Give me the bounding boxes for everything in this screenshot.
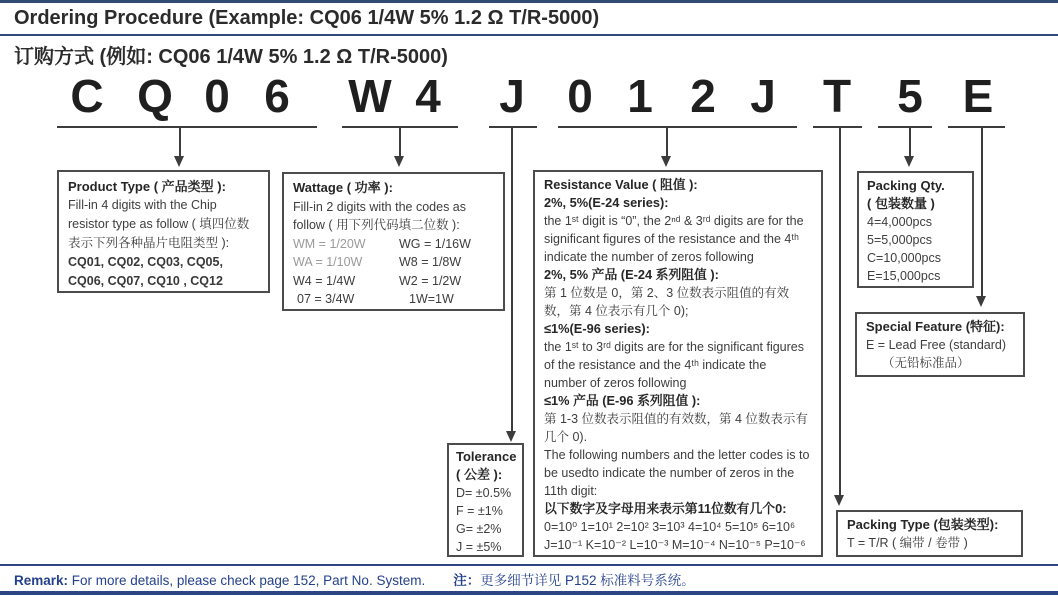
underline-special-feature bbox=[948, 126, 1005, 128]
remark-label-zh: 注： bbox=[453, 573, 481, 588]
arrow-stem-wattage bbox=[399, 128, 401, 157]
resistance-e96-zh-text: 第 1-3 位数表示阻值的有效数，第 4 位数表示有几个 0). bbox=[544, 412, 808, 444]
packing-type-line: T = T/R ( 编带 / 卷带 ) bbox=[847, 536, 968, 550]
resistance-title: Resistance Value ( 阻值 ): bbox=[544, 177, 698, 192]
special-feature-title: Special Feature (特征): bbox=[866, 319, 1005, 334]
wattage-code: W2 = 1/2W bbox=[399, 273, 462, 288]
code-letter-0b: 0 bbox=[567, 70, 593, 122]
tolerance-item: G= ±2% bbox=[456, 522, 502, 536]
arrow-head-packing-qty bbox=[904, 156, 914, 167]
resistance-e24-zh-title: 2%, 5% 产品 (E-24 系列阻值 ): bbox=[544, 267, 719, 282]
wattage-code: 07 = 3/4W bbox=[297, 292, 355, 306]
tolerance-box bbox=[447, 443, 524, 557]
footer-rule-thick bbox=[0, 591, 1058, 595]
packing-qty-item: 5=5,000pcs bbox=[867, 233, 932, 247]
special-feature-box bbox=[855, 312, 1025, 377]
title-divider-rule bbox=[0, 34, 1058, 36]
product-type-models-2: CQ06, CQ07, CQ10 , CQ12 bbox=[68, 274, 223, 288]
tolerance-subtitle: ( 公差 ): bbox=[456, 467, 503, 482]
product-type-title: Product Type ( 产品类型 ): bbox=[68, 179, 226, 194]
code-letter-0a: 0 bbox=[204, 70, 230, 122]
footer-rule-thin bbox=[0, 564, 1058, 566]
wattage-code: WM = 1/20W bbox=[293, 236, 366, 251]
code-letter-5: 5 bbox=[897, 70, 923, 122]
remark bbox=[14, 569, 695, 589]
tolerance-title: Tolerance bbox=[456, 449, 517, 464]
code-letter-q: Q bbox=[137, 70, 173, 122]
arrow-stem-packing-type bbox=[839, 128, 841, 497]
code-letter-j1: J bbox=[499, 70, 525, 122]
arrow-stem-product-type bbox=[179, 128, 181, 157]
underline-packing-type bbox=[813, 126, 862, 128]
code-letter-e: E bbox=[962, 70, 994, 122]
product-type-desc: Fill-in 4 digits with the Chip resistor type as follow ( 填四位数表示下列各种晶片电阻类型 ): bbox=[68, 198, 250, 250]
resistance-e24-title: 2%, 5%(E-24 series): bbox=[544, 195, 669, 210]
wattage-code: W8 = 1/8W bbox=[399, 255, 462, 269]
page-title-en: Ordering Procedure (Example: CQ06 1/4W 5% 1.2 Ω T/R-5000) bbox=[14, 7, 600, 29]
packing-qty-box bbox=[857, 171, 974, 288]
arrow-head-tolerance bbox=[506, 431, 516, 442]
code-letter-2: 2 bbox=[690, 70, 716, 122]
product-type-box bbox=[57, 170, 270, 293]
code-letter-t: T bbox=[822, 70, 852, 122]
arrow-stem-resistance bbox=[666, 128, 668, 157]
wattage-code-table bbox=[293, 235, 494, 309]
remark-label: Remark: bbox=[14, 573, 69, 588]
packing-qty-item: 4=4,000pcs bbox=[867, 215, 932, 229]
arrow-head-resistance bbox=[661, 156, 671, 167]
tolerance-item: D= ±0.5% bbox=[456, 486, 512, 500]
arrow-stem-packing-qty bbox=[909, 128, 911, 157]
resistance-multiplier-row-1: 0=10⁰ 1=10¹ 2=10² 3=10³ 4=10⁴ 5=10⁵ 6=10⁶ bbox=[544, 520, 796, 534]
remark-text-en: For more details, please check page 152, Part No. System. bbox=[68, 573, 426, 588]
wattage-code: 1W=1W bbox=[409, 292, 454, 306]
wattage-code: W4 = 1/4W bbox=[293, 273, 356, 288]
arrow-head-product-type bbox=[174, 156, 184, 167]
page-title-zh: 订购方式 (例如: CQ06 1/4W 5% 1.2 Ω T/R-5000) bbox=[14, 46, 448, 68]
arrow-stem-special-feature bbox=[981, 128, 983, 298]
packing-qty-title: Packing Qty. bbox=[867, 178, 945, 193]
packing-type-box bbox=[836, 510, 1023, 557]
wattage-code: WA = 1/10W bbox=[293, 255, 363, 269]
remark-text-zh: 更多细节详见 P152 标准料号系统。 bbox=[480, 573, 695, 588]
code-letter-c: C bbox=[70, 70, 104, 122]
wattage-desc: Fill-in 2 digits with the codes as follow ( 用下列代码填二位数 ): bbox=[293, 199, 466, 232]
arrow-head-special-feature bbox=[976, 296, 986, 307]
packing-qty-item: C=10,000pcs bbox=[867, 251, 942, 265]
packing-qty-subtitle: ( 包装数量 ) bbox=[867, 196, 935, 211]
product-type-models-1: CQ01, CQ02, CQ03, CQ05, bbox=[68, 255, 223, 269]
underline-product-type bbox=[57, 126, 317, 128]
resistance-e96-zh-title: ≤1% 产品 (E-96 系列阻值 ): bbox=[544, 393, 701, 408]
tolerance-item: J = ±5% bbox=[456, 540, 502, 554]
arrow-head-wattage bbox=[394, 156, 404, 167]
resistance-multiplier-row-2: J=10⁻¹ K=10⁻² L=10⁻³ M=10⁻⁴ N=10⁻⁵ P=10⁻⁶ bbox=[544, 538, 806, 552]
underline-packing-qty bbox=[878, 126, 932, 128]
packing-type-title: Packing Type (包装类型): bbox=[847, 517, 999, 532]
resistance-e24-text: the 1ˢᵗ digit is “0”, the 2ⁿᵈ & 3ʳᵈ digits are for the significant figures of the resistance and the 4ᵗʰ indicate the number of zeros following bbox=[544, 214, 804, 264]
resistance-codes-zh-title: 以下数字及字母用来表示第11位数有几个0: bbox=[544, 501, 787, 516]
resistance-e96-title: ≤1%(E-96 series): bbox=[544, 321, 650, 336]
code-letter-w: W bbox=[348, 70, 392, 122]
resistance-e24-zh-text: 第 1 位数是 0，第 2、3 位数表示阻值的有效数，第 4 位表示有几个 0); bbox=[544, 286, 790, 318]
packing-qty-item: E=15,000pcs bbox=[867, 269, 941, 283]
special-feature-line2: （无铅标准品） bbox=[882, 356, 970, 370]
arrow-head-packing-type bbox=[834, 495, 844, 506]
underline-tolerance bbox=[489, 126, 537, 128]
resistance-value-box bbox=[533, 170, 823, 557]
code-letter-6: 6 bbox=[264, 70, 290, 122]
tolerance-item: F = ±1% bbox=[456, 504, 503, 518]
code-letter-j2: J bbox=[750, 70, 776, 122]
code-letter-1: 1 bbox=[627, 70, 653, 122]
wattage-title: Wattage ( 功率 ): bbox=[293, 180, 393, 195]
code-letter-4: 4 bbox=[415, 70, 441, 122]
resistance-e96-text: the 1ˢᵗ to 3ʳᵈ digits are for the significant figures of the resistance and the 4ᵗʰ indicate the number of zeros following bbox=[544, 340, 804, 390]
underline-resistance bbox=[558, 126, 797, 128]
arrow-stem-tolerance bbox=[511, 128, 513, 433]
resistance-codes-text: The following numbers and the letter codes is to be usedto indicate the number of zeros in the 11th digit: bbox=[544, 448, 810, 498]
top-rule bbox=[0, 0, 1058, 3]
special-feature-line1: E = Lead Free (standard) bbox=[866, 338, 1007, 352]
wattage-code: WG = 1/16W bbox=[399, 236, 471, 251]
wattage-box bbox=[282, 172, 505, 311]
